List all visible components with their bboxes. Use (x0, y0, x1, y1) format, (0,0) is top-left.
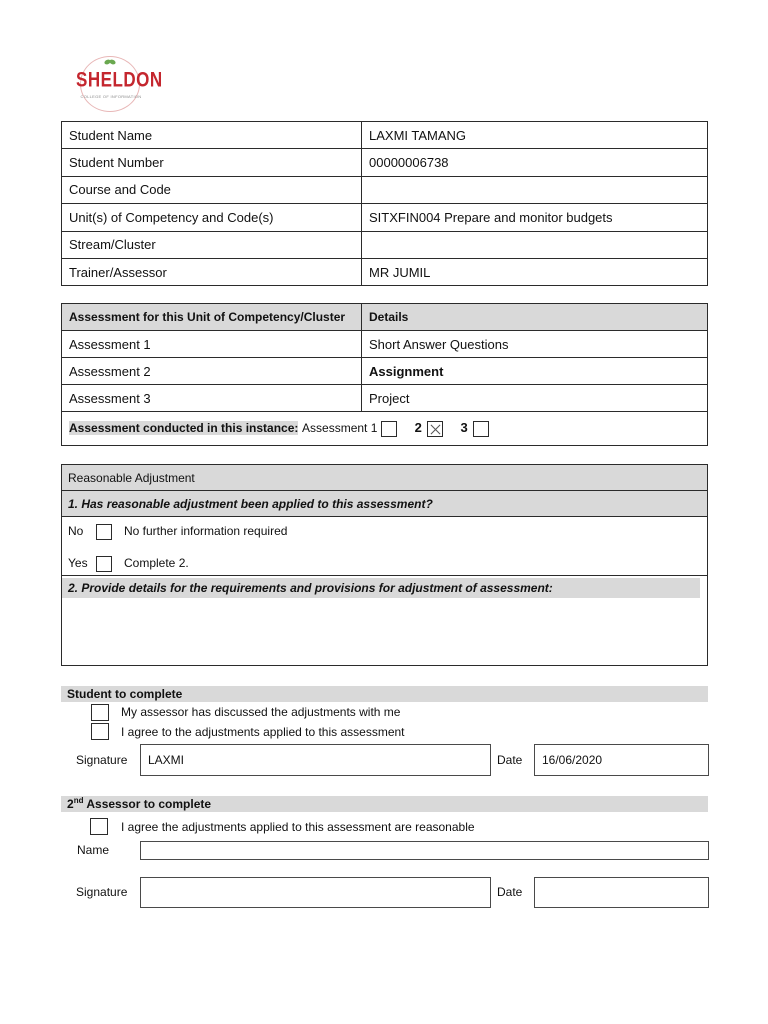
table-row (62, 331, 708, 358)
assessment-detail: Project (362, 385, 708, 412)
instance-text: Assessment 1 (302, 421, 378, 436)
student-signature-field[interactable]: LAXMI (140, 744, 491, 776)
student-complete-title: Student to complete (61, 686, 708, 702)
row-label: Unit(s) of Competency and Code(s) (62, 204, 362, 231)
student-date-field[interactable]: 16/06/2020 (534, 744, 709, 776)
question-2: 2. Provide details for the requirements and provisions for adjustment of assessment: (62, 578, 700, 598)
assessment-detail: Short Answer Questions (362, 331, 708, 358)
assessment-header: Assessment for this Unit of Competency/Cluster (62, 304, 362, 331)
row-label: Student Name (62, 122, 362, 149)
logo-wordmark: SHELDON (76, 67, 163, 92)
instance-label: Assessment conducted in this instance: (69, 421, 299, 436)
unit-competency-value[interactable]: SITXFIN004 Prepare and monitor budgets (362, 204, 708, 231)
leaf-icon (104, 58, 116, 66)
table-row (62, 122, 708, 149)
second-assessor-title (61, 796, 708, 812)
trainer-assessor-value[interactable]: MR JUMIL (362, 258, 708, 285)
table-header-row (62, 304, 708, 331)
question-1: 1. Has reasonable adjustment been applied to this assessment? (62, 491, 707, 517)
table-row (62, 231, 708, 258)
title-number: 2 (67, 797, 74, 811)
student-details-table (61, 121, 708, 286)
title-rest: Assessor to complete (83, 797, 212, 811)
date-label: Date (497, 753, 523, 767)
table-row (62, 385, 708, 412)
agree-checkbox[interactable] (91, 723, 109, 740)
reasonable-adjustment-section (61, 464, 708, 666)
row-label: Student Number (62, 149, 362, 176)
assessment-label: Assessment 2 (62, 358, 362, 385)
instance-cell (62, 412, 708, 446)
assessment-table (61, 303, 708, 446)
table-row (62, 149, 708, 176)
student-name-value[interactable]: LAXMI TAMANG (362, 122, 708, 149)
logo-tagline: COLLEGE OF INFORMATION (80, 94, 142, 99)
discussed-text: My assessor has discussed the adjustments with me (121, 705, 401, 719)
assessment-1-checkbox[interactable] (381, 421, 397, 437)
assessment-3-checkbox[interactable] (473, 421, 489, 437)
sheldon-logo (74, 54, 163, 114)
table-row (62, 204, 708, 231)
no-checkbox[interactable] (96, 524, 112, 540)
name-label: Name (77, 843, 110, 857)
title-superscript: nd (73, 796, 84, 805)
row-label: Trainer/Assessor (62, 258, 362, 285)
row-label: Stream/Cluster (62, 231, 362, 258)
divider (62, 575, 707, 576)
details-header: Details (362, 304, 708, 331)
assessment-detail: Assignment (362, 358, 708, 385)
stream-cluster-value[interactable] (362, 231, 708, 258)
assessor-signature-field[interactable] (140, 877, 491, 908)
section-title: Reasonable Adjustment (62, 465, 707, 491)
yes-label: Yes (68, 556, 88, 570)
assessment-label: Assessment 1 (62, 331, 362, 358)
assessor-agree-text: I agree the adjustments applied to this assessment are reasonable (121, 820, 475, 834)
yes-checkbox[interactable] (96, 556, 112, 572)
table-row (62, 176, 708, 203)
date-label: Date (497, 885, 523, 899)
student-number-value[interactable]: 00000006738 (362, 149, 708, 176)
row-label: Course and Code (62, 176, 362, 203)
yes-option (68, 554, 189, 572)
assessment-label: Assessment 3 (62, 385, 362, 412)
no-option (68, 522, 287, 540)
assessor-date-field[interactable] (534, 877, 709, 908)
signature-label: Signature (76, 753, 128, 767)
no-text: No further information required (124, 524, 288, 538)
course-code-value[interactable] (362, 176, 708, 203)
assessor-name-field[interactable] (140, 841, 709, 860)
table-row (62, 358, 708, 385)
option-3-label: 3 (460, 420, 468, 436)
assessor-agree-checkbox[interactable] (90, 818, 108, 835)
instance-row (62, 412, 708, 446)
table-row (62, 258, 708, 285)
option-2-label: 2 (414, 420, 422, 436)
signature-label: Signature (76, 885, 128, 899)
no-label: No (68, 524, 84, 538)
assessment-2-checkbox[interactable] (427, 421, 443, 437)
agree-text: I agree to the adjustments applied to this assessment (121, 725, 405, 739)
yes-text: Complete 2. (124, 556, 189, 570)
discussed-checkbox[interactable] (91, 704, 109, 721)
